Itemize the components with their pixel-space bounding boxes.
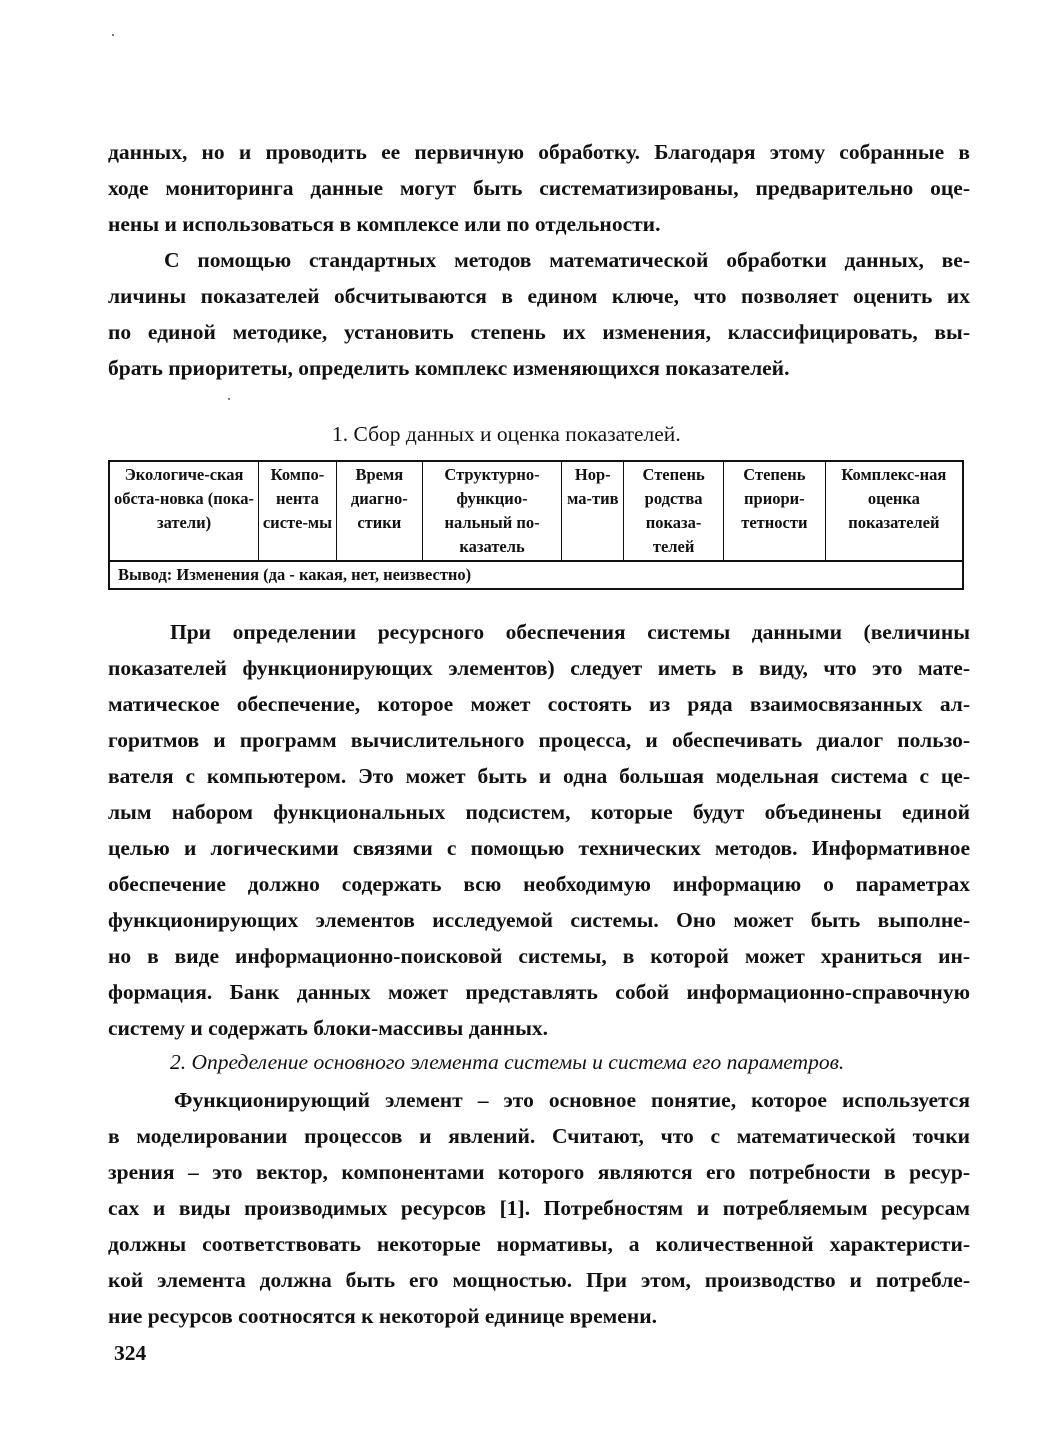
text-line: ходе мониторинга данные могут быть систематизированы, предварительно оце- [108,176,970,200]
paragraph-5 [108,1082,970,1334]
text-line: функционирующих элементов исследуемой системы. Оно может быть выполне- [108,908,970,932]
text-line: вателя с компьютером. Это может быть и одна большая модельная система с це- [108,764,970,788]
table-header-cell: Компо-нента систе-мы [259,461,337,561]
text-line: должны соответствовать некоторые нормативы, а количественной характеристи- [108,1232,970,1256]
table-summary-cell: Вывод: Изменения (да - какая, нет, неизвестно) [109,561,963,589]
text-line: формация. Банк данных может представлять собой информационно-справочную [108,980,970,1004]
text-line: брать приоритеты, определить комплекс изменяющихся показателей. [108,356,790,380]
text-line: целью и логическими связями с помощью технических методов. Информативное [108,836,970,860]
section-2-heading: 2. Определение основного элемента системы и система его параметров. [170,1050,845,1074]
page-number: 324 [114,1341,147,1365]
indicators-table [108,460,964,590]
text-line: показателей функционирующих элементов) следует иметь в виду, что это мате- [108,656,970,680]
paragraph-1 [108,134,970,242]
text-line: данных, но и проводить ее первичную обработку. Благодаря этому собранные в [108,140,970,164]
table-header-cell: Нор-ма-тив [562,461,624,561]
text-line: лым набором функциональных подсистем, которые будут объединены единой [108,800,970,824]
indicators-table-wrapper [108,460,964,590]
text-line: систему и содержать блоки-массивы данных. [108,1016,549,1040]
table-summary-row [109,561,963,589]
table-header-cell: Структурно-функцио-нальный по-казатель [422,461,562,561]
table-header-cell: Комплекс-ная оценка показателей [825,461,963,561]
text-line: но в виде информационно-поисковой системы, в которой может храниться ин- [108,944,970,968]
text-line: горитмов и программ вычислительного процесса, и обеспечивать диалог пользо- [108,728,970,752]
text-line: личины показателей обсчитываются в едином ключе, что позволяет оценить их [108,284,970,308]
text-line: ние ресурсов соотносятся к некоторой единице времени. [108,1304,657,1328]
scan-speck [228,398,230,400]
text-line: зрения – это вектор, компонентами которого являются его потребности в ресур- [108,1160,970,1184]
text-line: нены и использоваться в комплексе или по отдельности. [108,212,661,236]
paragraph-2 [108,242,970,386]
text-line: матическое обеспечение, которое может состоять из ряда взаимосвязанных ал- [108,692,970,716]
text-line: в моделировании процессов и явлений. Считают, что с математической точки [108,1124,970,1148]
scan-speck [112,34,114,36]
text-line: обеспечение должно содержать всю необходимую информацию о параметрах [108,872,970,896]
table-header-cell: Экологиче-ская обста-новка (пока-затели) [109,461,259,561]
text-line: С помощью стандартных методов математической обработки данных, ве- [164,248,970,272]
table-header-cell: Степень родства показа-телей [624,461,724,561]
paragraph-3 [108,614,970,1046]
table-caption: 1. Сбор данных и оценка показателей. [332,422,681,446]
text-line: по единой методике, установить степень их изменения, классифицировать, вы- [108,320,970,344]
text-line: кой элемента должна быть его мощностью. При этом, производство и потребле- [108,1268,970,1292]
text-line: При определении ресурсного обеспечения системы данными (величины [170,620,970,644]
text-line: Функционирующий элемент – это основное понятие, которое используется [174,1088,970,1112]
table-header-cell: Время диагно-стики [336,461,422,561]
table-header-cell: Степень приори-тетности [723,461,825,561]
table-header-row [109,461,963,561]
text-line: сах и виды производимых ресурсов [1]. Потребностям и потребляемым ресурсам [108,1196,970,1220]
